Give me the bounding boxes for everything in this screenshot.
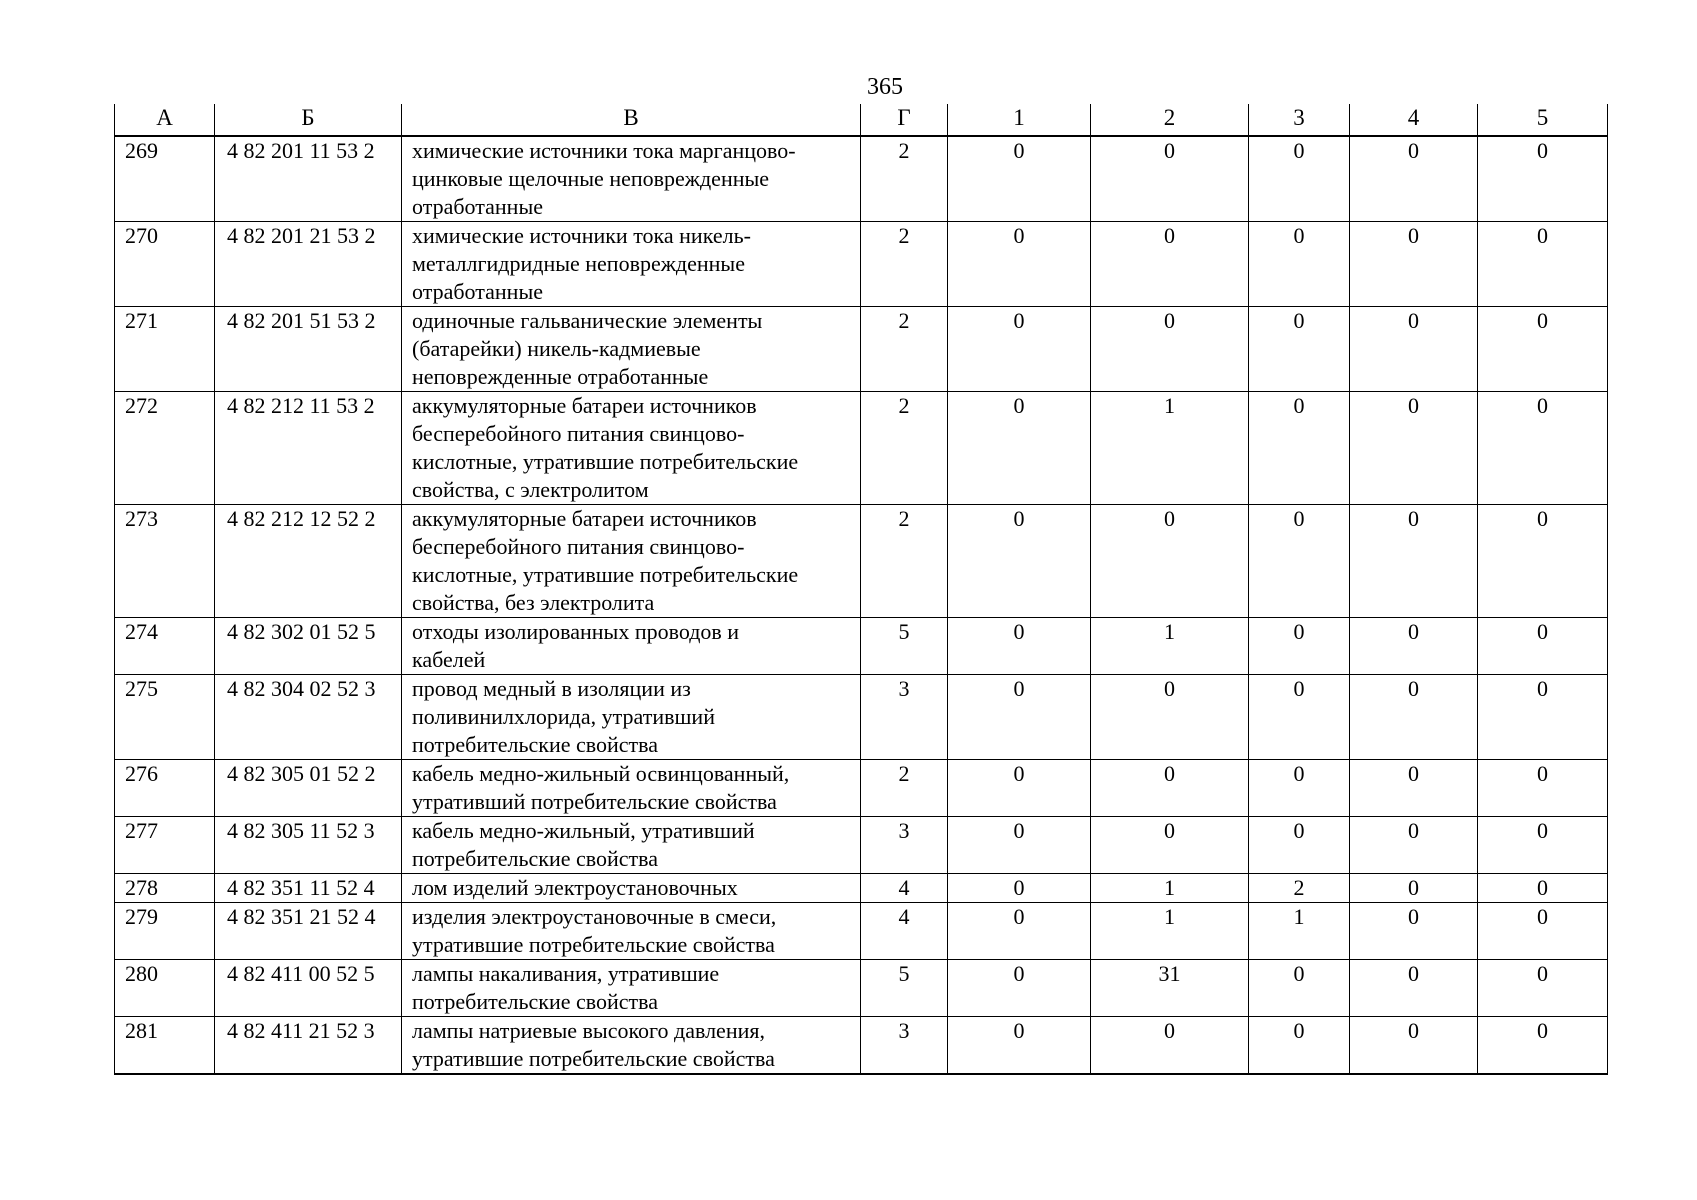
name-cell: кабель медно-жильный, утративший потребительские свойства	[402, 817, 861, 874]
col-4-cell: 0	[1350, 817, 1478, 874]
name-cell: изделия электроустановочные в смеси, утратившие потребительские свойства	[402, 903, 861, 960]
row-index-cell: 280	[115, 960, 215, 1017]
hazard-class-cell: 2	[861, 392, 948, 505]
col-1-cell: 0	[948, 874, 1091, 903]
col-5-cell: 0	[1478, 675, 1608, 760]
code-cell: 4 82 411 00 52 5	[215, 960, 402, 1017]
col-4-cell: 0	[1350, 675, 1478, 760]
col-5-cell: 0	[1478, 817, 1608, 874]
col-1-cell: 0	[948, 903, 1091, 960]
col-1-cell: 0	[948, 960, 1091, 1017]
code-cell: 4 82 212 11 53 2	[215, 392, 402, 505]
header-col-a: А	[115, 104, 215, 136]
name-cell: отходы изолированных проводов и кабелей	[402, 618, 861, 675]
col-5-cell: 0	[1478, 136, 1608, 222]
header-col-2: 2	[1091, 104, 1249, 136]
code-cell: 4 82 305 01 52 2	[215, 760, 402, 817]
table-row	[115, 903, 1608, 960]
code-cell: 4 82 351 11 52 4	[215, 874, 402, 903]
name-cell: аккумуляторные батареи источников бесперебойного питания свинцово- кислотные, утратившие потребительские свойства, с электролитом	[402, 392, 861, 505]
col-2-cell: 1	[1091, 618, 1249, 675]
col-5-cell: 0	[1478, 505, 1608, 618]
col-1-cell: 0	[948, 505, 1091, 618]
row-index-cell: 272	[115, 392, 215, 505]
col-3-cell: 0	[1249, 675, 1350, 760]
header-col-1: 1	[948, 104, 1091, 136]
col-3-cell: 0	[1249, 505, 1350, 618]
col-4-cell: 0	[1350, 760, 1478, 817]
table-row	[115, 392, 1608, 505]
hazard-class-cell: 2	[861, 307, 948, 392]
row-index-cell: 269	[115, 136, 215, 222]
name-cell: аккумуляторные батареи источников бесперебойного питания свинцово- кислотные, утратившие потребительские свойства, без электролита	[402, 505, 861, 618]
code-cell: 4 82 411 21 52 3	[215, 1017, 402, 1075]
col-2-cell: 0	[1091, 307, 1249, 392]
col-1-cell: 0	[948, 760, 1091, 817]
header-col-g: Г	[861, 104, 948, 136]
col-2-cell: 31	[1091, 960, 1249, 1017]
header-col-5: 5	[1478, 104, 1608, 136]
code-cell: 4 82 201 51 53 2	[215, 307, 402, 392]
header-col-b: Б	[215, 104, 402, 136]
code-cell: 4 82 351 21 52 4	[215, 903, 402, 960]
col-5-cell: 0	[1478, 760, 1608, 817]
col-2-cell: 0	[1091, 817, 1249, 874]
col-3-cell: 2	[1249, 874, 1350, 903]
hazard-class-cell: 5	[861, 960, 948, 1017]
col-1-cell: 0	[948, 675, 1091, 760]
name-cell: лампы накаливания, утратившие потребительские свойства	[402, 960, 861, 1017]
col-1-cell: 0	[948, 307, 1091, 392]
table-row	[115, 760, 1608, 817]
col-4-cell: 0	[1350, 136, 1478, 222]
name-cell: лампы натриевые высокого давления, утратившие потребительские свойства	[402, 1017, 861, 1075]
col-1-cell: 0	[948, 392, 1091, 505]
col-4-cell: 0	[1350, 307, 1478, 392]
col-3-cell: 1	[1249, 903, 1350, 960]
col-5-cell: 0	[1478, 1017, 1608, 1075]
hazard-class-cell: 3	[861, 817, 948, 874]
table-row	[115, 505, 1608, 618]
col-5-cell: 0	[1478, 392, 1608, 505]
row-index-cell: 276	[115, 760, 215, 817]
header-row	[115, 104, 1608, 136]
col-4-cell: 0	[1350, 903, 1478, 960]
col-4-cell: 0	[1350, 505, 1478, 618]
hazard-class-cell: 3	[861, 1017, 948, 1075]
row-index-cell: 281	[115, 1017, 215, 1075]
hazard-class-cell: 4	[861, 903, 948, 960]
hazard-class-cell: 2	[861, 505, 948, 618]
table-row	[115, 817, 1608, 874]
hazard-class-cell: 2	[861, 760, 948, 817]
col-2-cell: 0	[1091, 136, 1249, 222]
code-cell: 4 82 212 12 52 2	[215, 505, 402, 618]
col-5-cell: 0	[1478, 903, 1608, 960]
col-3-cell: 0	[1249, 307, 1350, 392]
row-index-cell: 275	[115, 675, 215, 760]
table-row	[115, 618, 1608, 675]
col-3-cell: 0	[1249, 817, 1350, 874]
col-4-cell: 0	[1350, 1017, 1478, 1075]
code-cell: 4 82 302 01 52 5	[215, 618, 402, 675]
table-row	[115, 136, 1608, 222]
table-row	[115, 222, 1608, 307]
hazard-class-cell: 2	[861, 222, 948, 307]
col-2-cell: 0	[1091, 505, 1249, 618]
name-cell: химические источники тока марганцово- цинковые щелочные неповрежденные отработанные	[402, 136, 861, 222]
col-5-cell: 0	[1478, 960, 1608, 1017]
header-col-3: 3	[1249, 104, 1350, 136]
col-1-cell: 0	[948, 817, 1091, 874]
code-cell: 4 82 201 11 53 2	[215, 136, 402, 222]
row-index-cell: 274	[115, 618, 215, 675]
header-col-4: 4	[1350, 104, 1478, 136]
col-2-cell: 0	[1091, 675, 1249, 760]
col-5-cell: 0	[1478, 618, 1608, 675]
col-4-cell: 0	[1350, 392, 1478, 505]
col-1-cell: 0	[948, 618, 1091, 675]
col-3-cell: 0	[1249, 136, 1350, 222]
name-cell: кабель медно-жильный освинцованный, утративший потребительские свойства	[402, 760, 861, 817]
row-index-cell: 273	[115, 505, 215, 618]
name-cell: одиночные гальванические элементы (батарейки) никель-кадмиевые неповрежденные отработанные	[402, 307, 861, 392]
col-5-cell: 0	[1478, 307, 1608, 392]
code-cell: 4 82 201 21 53 2	[215, 222, 402, 307]
row-index-cell: 277	[115, 817, 215, 874]
hazard-class-cell: 2	[861, 136, 948, 222]
header-col-v: В	[402, 104, 861, 136]
col-3-cell: 0	[1249, 1017, 1350, 1075]
col-2-cell: 0	[1091, 222, 1249, 307]
name-cell: провод медный в изоляции из поливинилхлорида, утративший потребительские свойства	[402, 675, 861, 760]
code-cell: 4 82 304 02 52 3	[215, 675, 402, 760]
col-2-cell: 0	[1091, 760, 1249, 817]
row-index-cell: 279	[115, 903, 215, 960]
table-row	[115, 960, 1608, 1017]
col-4-cell: 0	[1350, 874, 1478, 903]
col-4-cell: 0	[1350, 618, 1478, 675]
col-1-cell: 0	[948, 1017, 1091, 1075]
waste-table	[114, 104, 1608, 1075]
col-2-cell: 1	[1091, 874, 1249, 903]
row-index-cell: 270	[115, 222, 215, 307]
col-3-cell: 0	[1249, 760, 1350, 817]
col-1-cell: 0	[948, 222, 1091, 307]
table-row	[115, 1017, 1608, 1075]
row-index-cell: 271	[115, 307, 215, 392]
col-4-cell: 0	[1350, 222, 1478, 307]
table-row	[115, 307, 1608, 392]
page-number: 365	[867, 74, 903, 100]
col-3-cell: 0	[1249, 618, 1350, 675]
name-cell: химические источники тока никель- металлгидридные неповрежденные отработанные	[402, 222, 861, 307]
row-index-cell: 278	[115, 874, 215, 903]
hazard-class-cell: 4	[861, 874, 948, 903]
col-3-cell: 0	[1249, 392, 1350, 505]
col-5-cell: 0	[1478, 222, 1608, 307]
col-5-cell: 0	[1478, 874, 1608, 903]
name-cell: лом изделий электроустановочных	[402, 874, 861, 903]
col-4-cell: 0	[1350, 960, 1478, 1017]
col-3-cell: 0	[1249, 222, 1350, 307]
table-row	[115, 675, 1608, 760]
col-2-cell: 1	[1091, 903, 1249, 960]
col-3-cell: 0	[1249, 960, 1350, 1017]
code-cell: 4 82 305 11 52 3	[215, 817, 402, 874]
col-2-cell: 1	[1091, 392, 1249, 505]
table-row	[115, 874, 1608, 903]
col-2-cell: 0	[1091, 1017, 1249, 1075]
hazard-class-cell: 3	[861, 675, 948, 760]
col-1-cell: 0	[948, 136, 1091, 222]
hazard-class-cell: 5	[861, 618, 948, 675]
